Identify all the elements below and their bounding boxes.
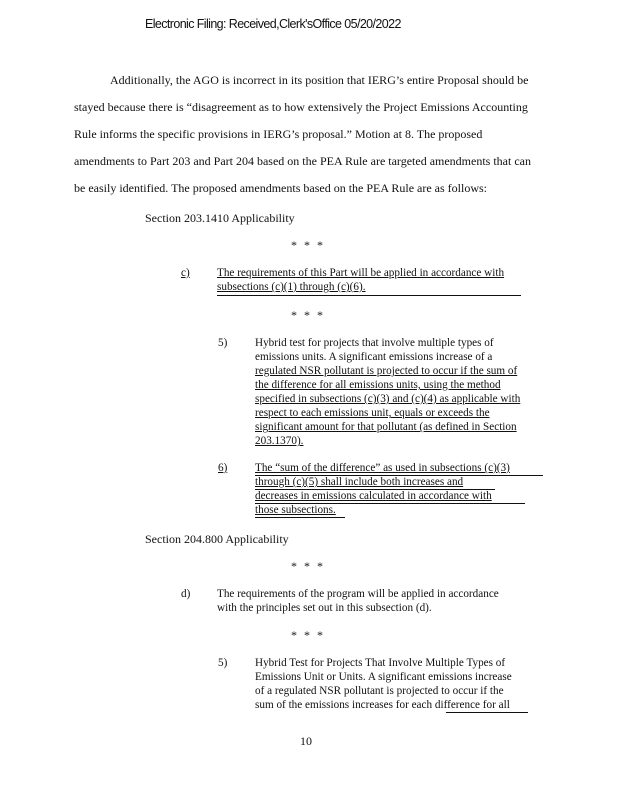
- underline-rule: [217, 295, 521, 296]
- underline-rule: [255, 489, 495, 490]
- paragraph-line-2: stayed because there is “disagreement as to how extensively the Project Emissions Accounting: [74, 100, 528, 114]
- subsection-d-line-2: with the principles set out in this subsection (d).: [217, 602, 432, 614]
- subsection-c-line-1: The requirements of this Part will be applied in accordance with: [217, 267, 505, 279]
- item-6-line-3: decreases in emissions calculated in accordance with: [255, 490, 492, 502]
- item-5b-line-2: Emissions Unit or Units. A significant emissions increase: [255, 671, 512, 683]
- ellipsis-stars: * * *: [291, 238, 325, 252]
- underline-rule: [255, 517, 345, 518]
- item-5-line-4: the difference for all emissions units, using the method: [255, 379, 501, 391]
- item-5-line-8: 203.1370).: [255, 435, 304, 447]
- section-204-heading: Section 204.800 Applicability: [145, 532, 289, 546]
- item-5b-label: 5): [218, 657, 228, 669]
- ellipsis-stars: * * *: [291, 559, 325, 573]
- paragraph-line-4: amendments to Part 203 and Part 204 based on the PEA Rule are targeted amendments that can: [74, 154, 531, 168]
- subsection-d-line-1: The requirements of the program will be applied in accordance: [217, 588, 499, 600]
- underline-rule: [446, 712, 528, 713]
- item-5-line-3: regulated NSR pollutant is projected to occur if the sum of: [255, 365, 518, 377]
- underline-rule: [255, 475, 543, 476]
- underline-rule: [255, 503, 525, 504]
- subsection-d-label: d): [181, 588, 191, 600]
- item-6-label: 6): [218, 462, 228, 474]
- item-6-line-2: through (c)(5) shall include both increases and: [255, 476, 464, 488]
- paragraph-line-5: be easily identified. The proposed amendments based on the PEA Rule are as follows:: [74, 181, 488, 195]
- item-5b-line-1: Hybrid Test for Projects That Involve Multiple Types of: [255, 657, 506, 669]
- filing-stamp-header: Electronic Filing: Received,Clerk'sOffice 05/20/2022: [145, 17, 401, 31]
- ellipsis-stars: * * *: [291, 308, 325, 322]
- item-5-line-5: specified in subsections (c)(3) and (c)(4) as applicable with: [255, 393, 521, 405]
- ellipsis-stars: * * *: [291, 628, 325, 642]
- item-5b-line-4: sum of the emissions increases for each difference for all: [255, 699, 510, 711]
- item-6-line-1: The “sum of the difference” as used in subsections (c)(3): [255, 462, 510, 474]
- item-5-line-6: respect to each emissions unit, equals or exceeds the: [255, 407, 490, 419]
- section-203-heading: Section 203.1410 Applicability: [145, 211, 295, 225]
- subsection-c-line-2: subsections (c)(1) through (c)(6).: [217, 281, 366, 293]
- subsection-c-label: c): [181, 267, 190, 279]
- item-5-line-7: significant amount for that pollutant (as defined in Section: [255, 421, 517, 433]
- item-5-line-1: Hybrid test for projects that involve multiple types of: [255, 337, 494, 349]
- item-5-line-2: emissions units. A significant emissions increase of a: [255, 351, 493, 363]
- paragraph-line-1: Additionally, the AGO is incorrect in its position that IERG’s entire Proposal should be: [110, 73, 529, 87]
- item-6-line-4: those subsections.: [255, 504, 336, 516]
- item-5b-line-3: of a regulated NSR pollutant is projected to occur if the: [255, 685, 504, 697]
- paragraph-line-3: Rule informs the specific provisions in IERG’s proposal.” Motion at 8. The proposed: [74, 127, 483, 141]
- page-number: 10: [300, 734, 312, 748]
- item-5-label: 5): [218, 337, 228, 349]
